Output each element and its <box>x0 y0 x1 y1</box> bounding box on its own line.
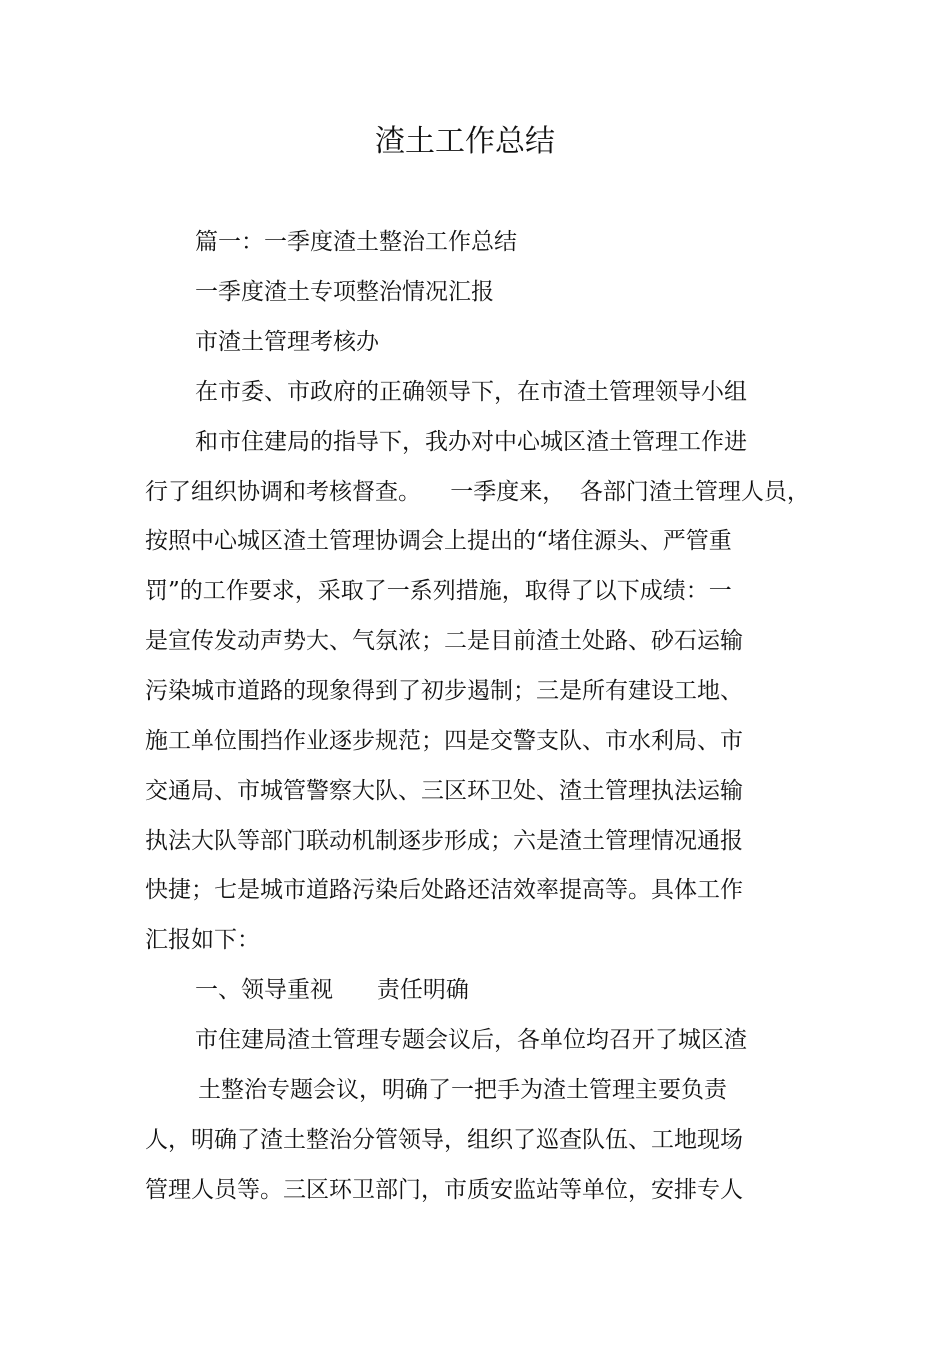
paragraph-line: 执法大队等部门联动机制逐步形成；六是渣土管理情况通报 <box>145 828 743 854</box>
paragraph-line: 和市住建局的指导下，我办对中心城区渣土管理工作进 <box>195 429 747 455</box>
paragraph-line: 市住建局渣土管理专题会议后，各单位均召开了城区渣 <box>195 1027 747 1053</box>
paragraph-line: 管理人员等。三区环卫部门，市质安监站等单位，安排专人 <box>145 1177 743 1203</box>
paragraph-line: 交通局、市城管警察大队、三区环卫处、渣土管理执法运输 <box>145 778 743 804</box>
paragraph-line: 罚”的工作要求，采取了一系列措施，取得了以下成绩：一 <box>145 578 732 604</box>
report-author: 市渣土管理考核办 <box>195 329 379 355</box>
paragraph-line: 按照中心城区渣土管理协调会上提出的“堵住源头、严管重 <box>145 528 732 554</box>
document-title: 渣土工作总结 <box>375 124 555 159</box>
paragraph-line: 施工单位围挡作业逐步规范；四是交警支队、市水利局、市 <box>145 728 743 754</box>
paragraph-line: 污染城市道路的现象得到了初步遏制；三是所有建设工地、 <box>145 678 743 704</box>
paragraph-line: 快捷；七是城市道路污染后处路还洁效率提高等。具体工作 <box>145 877 743 903</box>
paragraph-line: 在市委、市政府的正确领导下，在市渣土管理领导小组 <box>195 379 747 405</box>
paragraph-line: 是宣传发动声势大、气氛浓；二是目前渣土处路、砂石运输 <box>145 628 743 654</box>
paragraph-line: 汇报如下： <box>145 927 260 953</box>
report-title: 一季度渣土专项整治情况汇报 <box>195 279 494 305</box>
paragraph-line: 人，明确了渣土整治分管领导，组织了巡查队伍、工地现场 <box>145 1127 743 1153</box>
paragraph-line: 行了组织协调和考核督查。 一季度来， 各部门渣土管理人员， <box>145 479 810 505</box>
paragraph-line: 土整治专题会议，明确了一把手为渣土管理主要负责 <box>198 1077 727 1103</box>
section-heading: 篇一：一季度渣土整治工作总结 <box>195 229 517 255</box>
subsection-heading: 一、领导重视 责任明确 <box>195 977 469 1003</box>
